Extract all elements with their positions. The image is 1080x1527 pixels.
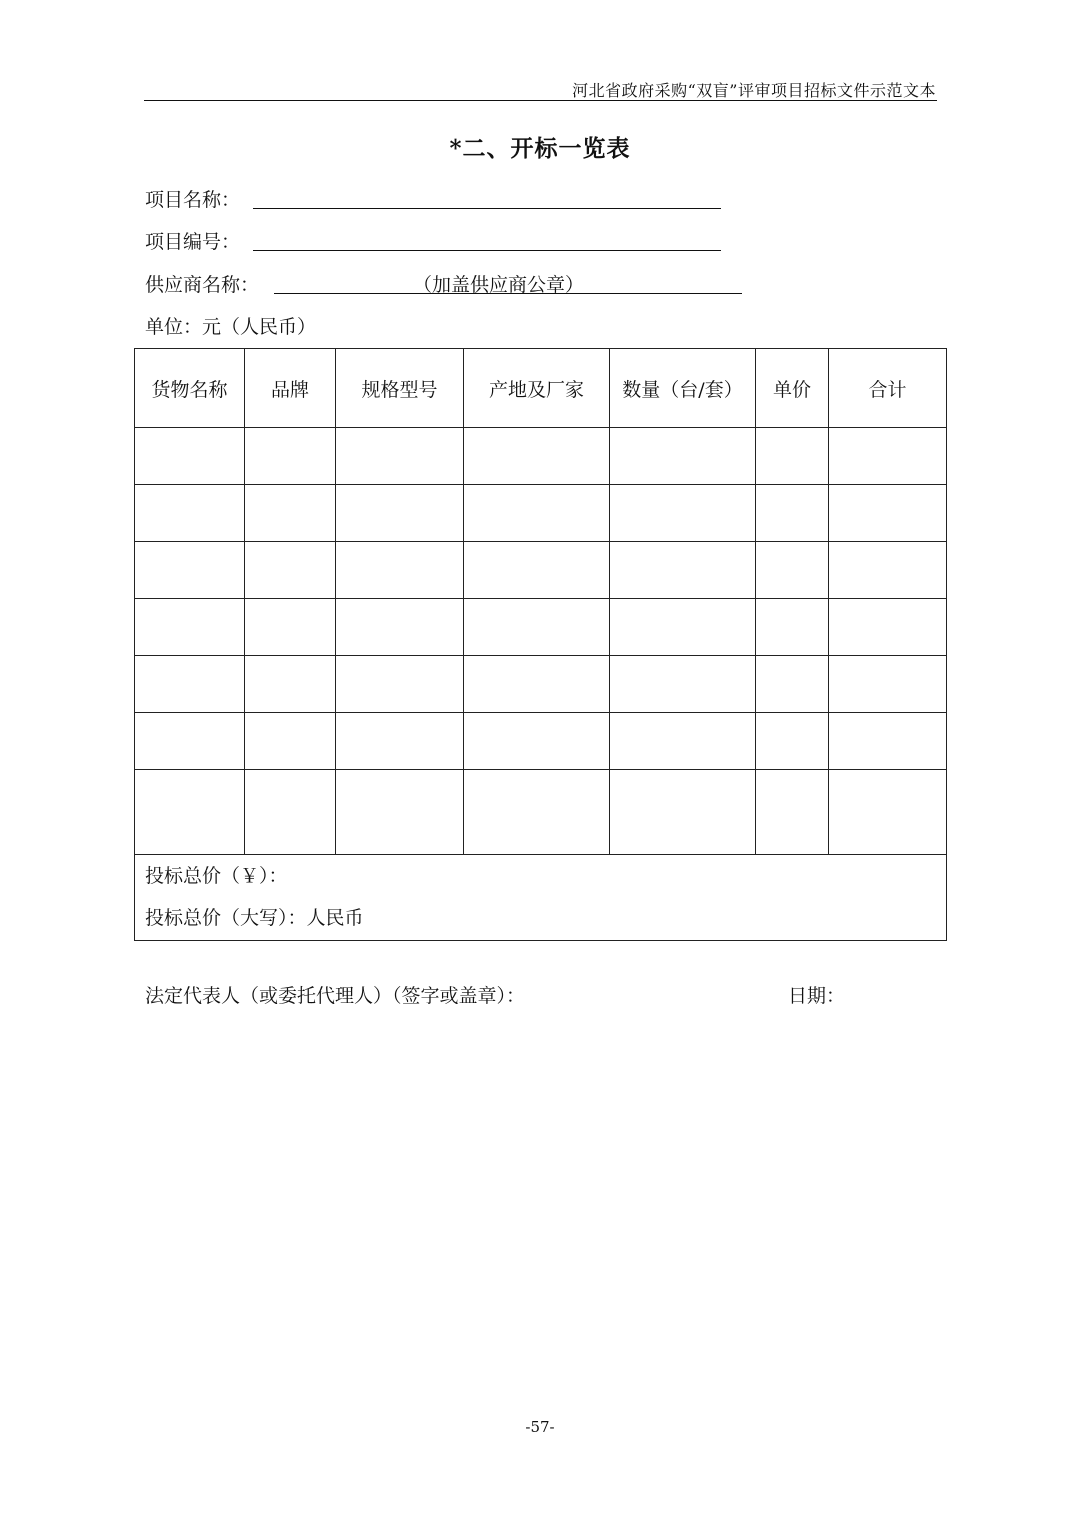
- table-cell[interactable]: [135, 599, 245, 656]
- col-header-unit-price: 单价: [756, 349, 829, 428]
- col-header-brand: 品牌: [245, 349, 336, 428]
- col-header-total: 合计: [829, 349, 947, 428]
- col-header-quantity: 数量（台/套）: [610, 349, 756, 428]
- table-cell[interactable]: [829, 485, 947, 542]
- table-cell[interactable]: [245, 542, 336, 599]
- total-price-label: 投标总价（￥）：: [145, 865, 288, 887]
- table-cell[interactable]: [464, 656, 610, 713]
- total-price-cell[interactable]: [135, 855, 947, 941]
- table-cell[interactable]: [610, 485, 756, 542]
- header-rule: [144, 100, 937, 101]
- table-cell[interactable]: [245, 770, 336, 855]
- table-cell[interactable]: [336, 542, 464, 599]
- table-cell[interactable]: [829, 713, 947, 770]
- table-cell[interactable]: [135, 542, 245, 599]
- table-cell[interactable]: [610, 599, 756, 656]
- table-cell[interactable]: [135, 428, 245, 485]
- table-cell[interactable]: [135, 713, 245, 770]
- representative-signature-label: 法定代表人（或委托代理人）（签字或盖章）：: [145, 985, 526, 1007]
- table-cell[interactable]: [756, 713, 829, 770]
- table-cell[interactable]: [336, 770, 464, 855]
- table-row: [135, 599, 947, 656]
- bid-summary-table: [134, 348, 947, 941]
- table-cell[interactable]: [245, 713, 336, 770]
- col-header-model: 规格型号: [336, 349, 464, 428]
- supplier-stamp-note: （加盖供应商公章）: [413, 274, 585, 296]
- table-cell[interactable]: [756, 599, 829, 656]
- table-cell[interactable]: [464, 599, 610, 656]
- table-cell[interactable]: [336, 599, 464, 656]
- page-title: *二、开标一览表: [449, 135, 631, 162]
- currency-unit: 单位：元（人民币）: [145, 316, 317, 338]
- table-cell[interactable]: [610, 770, 756, 855]
- table-cell[interactable]: [464, 770, 610, 855]
- total-price-words-label: 投标总价（大写）：人民币: [145, 907, 364, 929]
- table-cell[interactable]: [336, 428, 464, 485]
- table-cell[interactable]: [610, 428, 756, 485]
- table-row: [135, 656, 947, 713]
- col-header-origin-manufacturer: 产地及厂家: [464, 349, 610, 428]
- project-name-label: 项目名称：: [145, 189, 241, 211]
- table-cell[interactable]: [756, 485, 829, 542]
- table-row: [135, 713, 947, 770]
- page-number: -57-: [525, 1418, 555, 1436]
- table-cell[interactable]: [756, 428, 829, 485]
- table-cell[interactable]: [245, 599, 336, 656]
- table-cell[interactable]: [336, 713, 464, 770]
- table-cell[interactable]: [245, 656, 336, 713]
- table-cell[interactable]: [829, 542, 947, 599]
- project-code-blank[interactable]: [253, 228, 721, 251]
- col-header-goods-name: 货物名称: [135, 349, 245, 428]
- project-code-label: 项目编号：: [145, 231, 241, 253]
- table-cell[interactable]: [245, 485, 336, 542]
- table-cell[interactable]: [464, 485, 610, 542]
- table-cell[interactable]: [336, 485, 464, 542]
- table-cell[interactable]: [464, 428, 610, 485]
- supplier-name-label: 供应商名称：: [145, 274, 260, 296]
- project-name-field: [145, 186, 240, 214]
- running-header: 河北省政府采购“双盲”评审项目招标文件示范文本: [572, 81, 936, 100]
- table-row: [135, 485, 947, 542]
- table-cell[interactable]: [610, 713, 756, 770]
- table-cell[interactable]: [756, 770, 829, 855]
- project-name-blank[interactable]: [253, 186, 721, 209]
- total-price-row: [135, 855, 947, 941]
- table-cell[interactable]: [464, 713, 610, 770]
- table-row: [135, 770, 947, 855]
- table-cell[interactable]: [829, 599, 947, 656]
- table-cell[interactable]: [135, 656, 245, 713]
- table-cell[interactable]: [610, 542, 756, 599]
- table-cell[interactable]: [756, 542, 829, 599]
- table-cell[interactable]: [135, 770, 245, 855]
- table-cell[interactable]: [336, 656, 464, 713]
- table-row: [135, 428, 947, 485]
- table-cell[interactable]: [829, 428, 947, 485]
- table-cell[interactable]: [756, 656, 829, 713]
- table-cell[interactable]: [464, 542, 610, 599]
- table-cell[interactable]: [829, 656, 947, 713]
- table-cell[interactable]: [829, 770, 947, 855]
- table-row: [135, 542, 947, 599]
- supplier-name-field: [145, 271, 585, 299]
- table-header-row: [135, 349, 947, 428]
- table-cell[interactable]: [610, 656, 756, 713]
- project-code-field: [145, 228, 240, 256]
- table-cell[interactable]: [245, 428, 336, 485]
- table-cell[interactable]: [135, 485, 245, 542]
- date-label: 日期：: [788, 985, 846, 1007]
